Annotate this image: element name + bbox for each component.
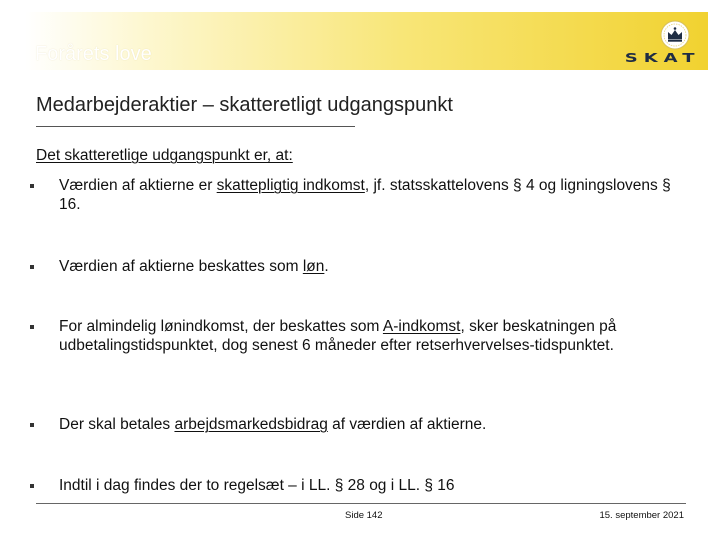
banner-title: Forårets love bbox=[35, 43, 152, 65]
footer-date: 15. september 2021 bbox=[599, 510, 684, 521]
title-divider bbox=[36, 126, 355, 127]
skat-logo: SKAT bbox=[624, 51, 700, 65]
bullet-item: For almindelig lønindkomst, der beskattes som A-indkomst, sker beskatningen på udbetalingstidspunktet, dog senest 6 måneder efter retserhvervelses-tidspunktet. bbox=[30, 317, 690, 355]
bullet-mark bbox=[30, 184, 34, 188]
bullet-mark bbox=[30, 265, 34, 269]
page-number: Side 142 bbox=[345, 510, 383, 521]
bullet-mark bbox=[30, 484, 34, 488]
bullet-item: Indtil i dag findes der to regelsæt – i LL. § 28 og i LL. § 16 bbox=[30, 476, 690, 495]
bullet-item: Værdien af aktierne beskattes som løn. bbox=[30, 257, 690, 276]
crown-icon bbox=[660, 20, 690, 50]
bullet-mark bbox=[30, 325, 34, 329]
header-banner bbox=[25, 12, 708, 70]
bullet-mark bbox=[30, 423, 34, 427]
slide-title: Medarbejderaktier – skatteretligt udgangspunkt bbox=[36, 94, 453, 116]
bullet-item: Der skal betales arbejdsmarkedsbidrag af værdien af aktierne. bbox=[30, 415, 690, 434]
intro-text: Det skatteretlige udgangspunkt er, at: bbox=[36, 147, 293, 164]
bullet-item: Værdien af aktierne er skattepligtig indkomst, jf. statsskattelovens § 4 og ligningslovens § 16. bbox=[30, 176, 690, 214]
footer-divider bbox=[36, 503, 686, 504]
